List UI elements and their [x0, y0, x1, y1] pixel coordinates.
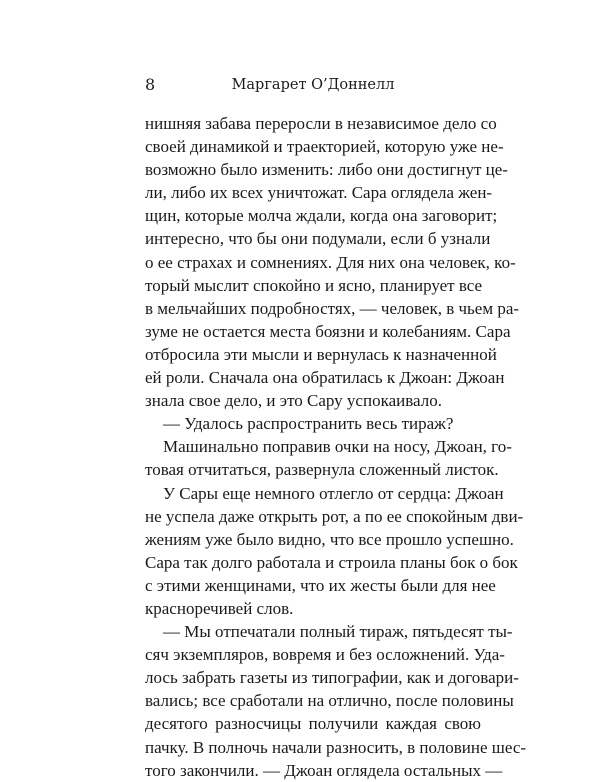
text-line: лось забрать газеты из типографии, как и договари-	[145, 668, 519, 688]
text-line: интересно, что бы они подумали, если б узнали	[145, 229, 491, 249]
paragraph	[145, 435, 512, 481]
text-line: отбросила эти мысли и вернулась к назначенной	[145, 344, 497, 364]
text-line: возможно было изменить: либо они достигнут це-	[145, 160, 508, 180]
paragraph	[145, 620, 527, 782]
text-line: У Сары еще немного отлегло от сердца: Джоан	[163, 483, 504, 503]
text-line: нишняя забава переросли в независимое дело со	[145, 114, 497, 133]
paragraph	[145, 112, 520, 412]
text-line: — Мы отпечатали полный тираж, пятьдесят ты-	[163, 622, 513, 642]
text-line: ей роли. Сначала она обратилась к Джоан: Джоан	[145, 368, 505, 388]
text-line: своей динамикой и траекторией, которую уже не-	[145, 137, 504, 157]
text-line: товая отчитаться, развернула сложенный листок.	[145, 460, 499, 480]
text-line: красноречивей слов.	[145, 598, 294, 618]
text-line: Машинально поправив очки на носу, Джоан, го-	[163, 437, 512, 457]
paragraph	[145, 412, 481, 435]
text-line: с этими женщинами, что их жесты были для нее	[145, 575, 496, 595]
text-line: жениям уже было видно, что все прошло успешно.	[145, 529, 514, 549]
text-line: ли, либо их всех уничтожат. Сара оглядела жен-	[145, 183, 493, 203]
paragraph	[145, 482, 524, 621]
text-line: зуме не остается места боязни и колебаниям. Сара	[145, 321, 511, 341]
page-number: 8	[145, 75, 156, 94]
text-line: десятого разносчицы получили каждая свою	[145, 714, 481, 734]
text-line: Сара так долго работала и строила планы бок о бок	[145, 552, 518, 572]
text-line: торый мыслит спокойно и ясно, планирует все	[145, 275, 483, 295]
running-header-author: Маргарет О’Доннелл	[231, 77, 395, 93]
text-line: того закончили. — Джоан оглядела остальных —	[145, 760, 503, 780]
text-line: пачку. В полночь начали разносить, в половине шес-	[145, 737, 527, 757]
text-line: вались; все сработали на отлично, после половины	[145, 691, 514, 711]
body-text	[145, 112, 527, 782]
text-line: сяч экземпляров, вовремя и без осложнений. Уда-	[145, 645, 505, 665]
text-line: щин, которые молча ждали, когда она заговорит;	[145, 206, 498, 226]
text-line: — Удалось распространить весь тираж?	[163, 414, 454, 434]
text-line: в мельчайших подробностях, — человек, в чьем ра-	[145, 298, 520, 318]
text-line: о ее страхах и сомнениях. Для них она человек, ко-	[145, 252, 516, 272]
text-line: не успела даже открыть рот, а по ее спокойным дви-	[145, 506, 524, 526]
text-line: знала свое дело, и это Сару успокаивало.	[145, 391, 442, 411]
running-header	[145, 74, 481, 96]
